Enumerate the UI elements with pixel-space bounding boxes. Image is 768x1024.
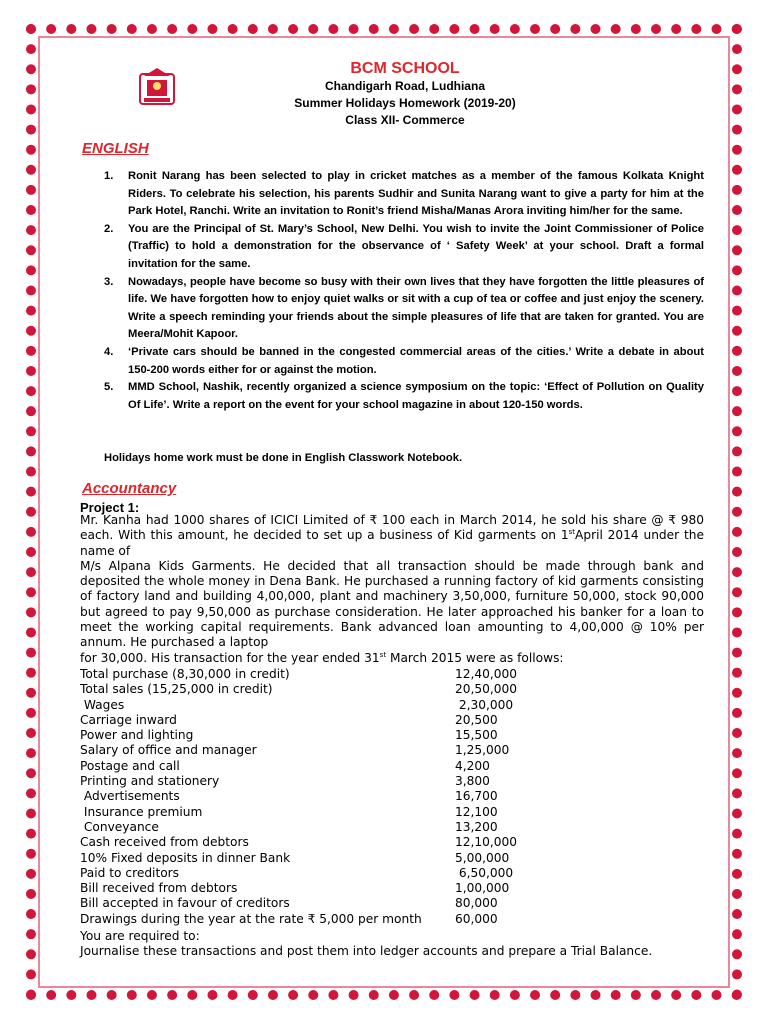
table-row xyxy=(80,759,517,774)
transaction-label: Total purchase (8,30,000 in credit) xyxy=(80,667,290,681)
transaction-label: Insurance premium xyxy=(80,804,203,819)
transaction-amount: 12,40,000 xyxy=(455,667,518,681)
transaction-amount: 12,10,000 xyxy=(455,835,518,850)
table-row xyxy=(80,805,517,820)
transaction-amount: 2,30,000 xyxy=(455,697,514,712)
transaction-amount: 1,25,000 xyxy=(455,743,510,758)
question-text: Nowadays, people have become so busy with their own lives that they have forgotten the little pleasures of life. We have forgotten how to enjoy quiet walks or sit with a cup of tea or coffee and just enjoy the scenery. Write a speech reminding your friends about the simple pleasures of life that are taken for granted. You are Meera/Mohit Kapoor. xyxy=(128,275,704,341)
transaction-amount: 20,500 xyxy=(455,712,498,727)
transaction-amount: 80,000 xyxy=(455,896,498,911)
transaction-amount: 60,000 xyxy=(455,911,498,926)
table-row xyxy=(80,789,517,804)
english-section-title: ENGLISH xyxy=(82,140,149,157)
transaction-amount: 12,100 xyxy=(455,804,498,819)
transaction-label: Paid to creditors xyxy=(80,865,180,880)
transaction-amount: 16,700 xyxy=(455,789,498,804)
english-question-list xyxy=(104,168,704,414)
transaction-label: Bill accepted in favour of creditors xyxy=(80,896,290,911)
transaction-label: Cash received from debtors xyxy=(80,835,249,850)
project-title: Project 1: xyxy=(80,500,140,515)
class-name: Class XII- Commerce xyxy=(345,113,465,127)
list-item: 1. Ronit Narang has been selected to play in cricket matches as a member of the famous Kolkata Knight Riders. To celebrate his selection, his parents Sudhir and Sunita Narang want to give a party for him at the Park Hotel, Ranchi. Write an invitation to Ronit’s friend Misha/Manas Arora inviting him/her for the same. xyxy=(104,170,704,218)
table-row xyxy=(80,896,517,911)
transaction-amount: 13,200 xyxy=(455,819,498,834)
list-item: 5. MMD School, Nashik, recently organized a science symposium on the topic: ‘Effect of Pollution on Quality Of Life’. Write a report on the event for your school magazine in about 120-150 words. xyxy=(104,381,704,411)
table-row xyxy=(80,820,517,835)
school-address: Chandigarh Road, Ludhiana xyxy=(324,79,485,93)
table-row xyxy=(80,866,517,881)
transactions-table xyxy=(80,667,517,927)
transaction-label: Printing and stationery xyxy=(80,774,220,789)
transaction-amount: 20,50,000 xyxy=(455,682,518,697)
english-note: Holidays home work must be done in English Classwork Notebook. xyxy=(104,452,463,464)
project-body: M/s Alpana Kids Garments. He decided that all transaction should be made through bank and deposited the whole money in Dena Bank. He purchased a running factory of kid garments consisting of factory land and building 4,00,000, plant and machinery 3,50,000, furniture 50,000, stock 90,000 but agreed to pay 9,50,000 as purchase consideration. He later approached his banker for a loan to meet the working capital requirements. Bank advanced loan amounting to 4,00,000 @ 10% per annum. He purchased a laptop xyxy=(80,558,704,650)
table-row xyxy=(80,728,517,743)
transaction-label: 10% Fixed deposits in dinner Bank xyxy=(80,850,291,865)
transaction-label: Wages xyxy=(80,697,125,712)
project-intro: Mr. Kanha had 1000 shares of ICICI Limited of ₹ 100 each in March 2014, he sold his share @ ₹ 980 each. With this amount, he decided to set up a business of Kid garments on 1stApril 2014 under the name of xyxy=(80,513,704,558)
school-name: BCM SCHOOL xyxy=(350,60,460,77)
transaction-amount: 3,800 xyxy=(455,774,490,789)
transaction-label: Advertisements xyxy=(80,789,180,804)
table-row xyxy=(80,774,517,789)
transaction-label: Carriage inward xyxy=(80,712,177,727)
homework-title: Summer Holidays Homework (2019-20) xyxy=(294,96,516,110)
table-row xyxy=(80,743,517,758)
transaction-label: Drawings during the year at the rate ₹ 5,000 per month xyxy=(80,911,422,926)
transaction-amount: 4,200 xyxy=(455,758,490,773)
table-row xyxy=(80,667,517,682)
list-item: 4. ‘Private cars should be banned in the congested commercial areas of the cities.’ Write a debate in about 150-200 words either for or against the motion. xyxy=(104,345,704,376)
transaction-amount: 6,50,000 xyxy=(455,865,514,880)
question-text: MMD School, Nashik, recently organized a science symposium on the topic: ‘Effect of Pollution on Quality Of Life’. Write a report on the event for your school magazine in about 120-150 words. xyxy=(128,381,704,411)
question-text: ‘Private cars should be banned in the congested commercial areas of the cities.’ Write a debate in about 150-200 words either for or against the motion. xyxy=(128,345,704,376)
table-row xyxy=(80,912,517,927)
required-line: You are required to: xyxy=(80,929,200,943)
transaction-amount: 15,500 xyxy=(455,728,498,743)
table-row xyxy=(80,835,517,850)
accountancy-section-title: Accountancy xyxy=(82,480,177,497)
list-item: 2. You are the Principal of St. Mary’s School, New Delhi. You wish to invite the Joint Commissioner of Police (Traffic) to hold a demonstration for the observance of ‘ Safety Week’ at your school. Draft a formal invitation for the same. xyxy=(104,222,704,270)
task-instructions xyxy=(80,929,720,960)
table-row xyxy=(80,682,517,697)
list-item: 3. Nowadays, people have become so busy with their own lives that they have forgotten the little pleasures of life. We have forgotten how to enjoy quiet walks or sit with a cup of tea or coffee and just enjoy the scenery. Write a speech reminding your friends about the simple pleasures of life that are taken for granted. You are Meera/Mohit Kapoor. xyxy=(104,275,704,341)
transaction-label: Salary of office and manager xyxy=(80,743,257,758)
question-text: Ronit Narang has been selected to play in cricket matches as a member of the famous Kolkata Knight Riders. To celebrate his selection, his parents Sudhir and Sunita Narang want to give a party for him at the Park Hotel, Ranchi. Write an invitation to Ronit’s friend Misha/Manas Arora inviting him/her for the same. xyxy=(128,170,704,218)
table-row xyxy=(80,698,517,713)
transaction-label: Power and lighting xyxy=(80,728,194,743)
transaction-label: Postage and call xyxy=(80,758,180,773)
table-row xyxy=(80,851,517,866)
instruction-line: Journalise these transactions and post them into ledger accounts and prepare a Trial Balance. xyxy=(80,944,653,959)
transaction-label: Bill received from debtors xyxy=(80,881,238,896)
table-row xyxy=(80,881,517,896)
project-laptop-line: for 30,000. His transaction for the year ended 31st March 2015 were as follows: xyxy=(80,650,564,665)
transaction-amount: 5,00,000 xyxy=(455,850,510,865)
transaction-amount: 1,00,000 xyxy=(455,881,510,896)
question-text: You are the Principal of St. Mary’s School, New Delhi. You wish to invite the Joint Commissioner of Police (Traffic) to hold a demonstration for the observance of ‘ Safety Week’ at your school. Draft a formal invitation for the same. xyxy=(128,222,704,270)
transaction-label: Total sales (15,25,000 in credit) xyxy=(80,682,273,697)
project-description xyxy=(80,513,704,666)
transaction-label: Conveyance xyxy=(80,819,159,834)
table-row xyxy=(80,713,517,728)
document-header xyxy=(80,56,706,129)
